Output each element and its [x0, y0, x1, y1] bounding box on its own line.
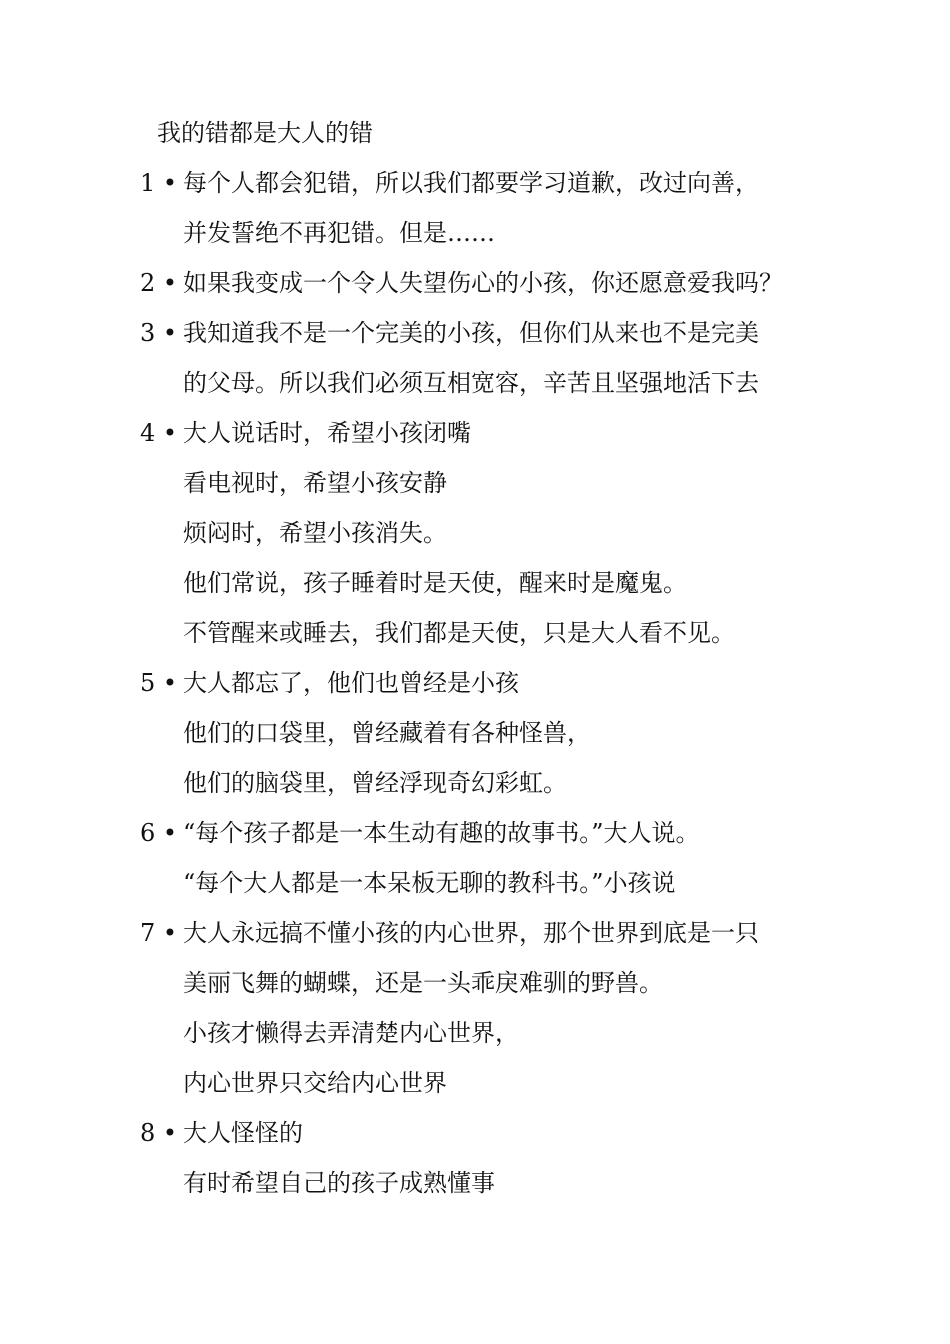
- line-text: 大人说话时，希望小孩闭嘴: [183, 419, 471, 447]
- line-text: 的父母。所以我们必须互相宽容，辛苦且坚强地活下去: [183, 369, 759, 397]
- list-line: [140, 1116, 840, 1166]
- list-line: [140, 416, 840, 466]
- line-text: 有时希望自己的孩子成熟懂事: [183, 1169, 495, 1197]
- numbered-list: [140, 166, 840, 1216]
- list-line: [140, 766, 840, 816]
- list-line: [140, 966, 840, 1016]
- item-number: 3 •: [140, 319, 178, 347]
- list-line: [140, 316, 840, 366]
- line-text: 大人都忘了，他们也曾经是小孩: [183, 669, 519, 697]
- line-text: 大人永远搞不懂小孩的内心世界，那个世界到底是一只: [183, 919, 759, 947]
- line-text: “每个大人都是一本呆板无聊的教科书。”小孩说: [183, 869, 676, 897]
- line-text: 小孩才懒得去弄清楚内心世界，: [183, 1019, 519, 1047]
- list-line: [140, 566, 840, 616]
- item-number: 6 •: [140, 819, 178, 847]
- line-text: 并发誓绝不再犯错。但是……: [183, 219, 495, 247]
- list-line: [140, 716, 840, 766]
- list-line: [140, 166, 840, 216]
- line-text: 看电视时，希望小孩安静: [183, 469, 447, 497]
- item-number: 5 •: [140, 669, 178, 697]
- line-text: 内心世界只交给内心世界: [183, 1069, 447, 1097]
- item-number: 7 •: [140, 919, 178, 947]
- list-line: [140, 816, 840, 866]
- list-line: [140, 666, 840, 716]
- line-text: 我知道我不是一个完美的小孩，但你们从来也不是完美: [183, 319, 759, 347]
- line-text: 烦闷时，希望小孩消失。: [183, 519, 447, 547]
- line-text: 不管醒来或睡去，我们都是天使，只是大人看不见。: [183, 619, 735, 647]
- list-line: [140, 616, 840, 666]
- line-text: 他们的口袋里，曾经藏着有各种怪兽，: [183, 719, 591, 747]
- document-title: 我的错都是大人的错: [157, 119, 373, 147]
- item-number: 8 •: [140, 1119, 178, 1147]
- item-number: 1 •: [140, 169, 178, 197]
- line-text: 大人怪怪的: [183, 1119, 303, 1147]
- list-line: [140, 1016, 840, 1066]
- line-text: “每个孩子都是一本生动有趣的故事书。”大人说。: [183, 819, 700, 847]
- item-number: 2 •: [140, 269, 178, 297]
- list-line: [140, 366, 840, 416]
- line-text: 他们常说，孩子睡着时是天使，醒来时是魔鬼。: [183, 569, 687, 597]
- list-line: [140, 916, 840, 966]
- list-line: [140, 216, 840, 266]
- line-text: 每个人都会犯错，所以我们都要学习道歉，改过向善，: [183, 169, 759, 197]
- list-line: [140, 866, 840, 916]
- list-line: [140, 1166, 840, 1216]
- line-text: 他们的脑袋里，曾经浮现奇幻彩虹。: [183, 769, 567, 797]
- list-line: [140, 516, 840, 566]
- item-number: 4 •: [140, 419, 178, 447]
- line-text: 美丽飞舞的蝴蝶，还是一头乖戾难驯的野兽。: [183, 969, 663, 997]
- list-line: [140, 466, 840, 516]
- list-line: [140, 266, 840, 316]
- line-text: 如果我变成一个令人失望伤心的小孩，你还愿意爱我吗？: [183, 269, 783, 297]
- list-line: [140, 1066, 840, 1116]
